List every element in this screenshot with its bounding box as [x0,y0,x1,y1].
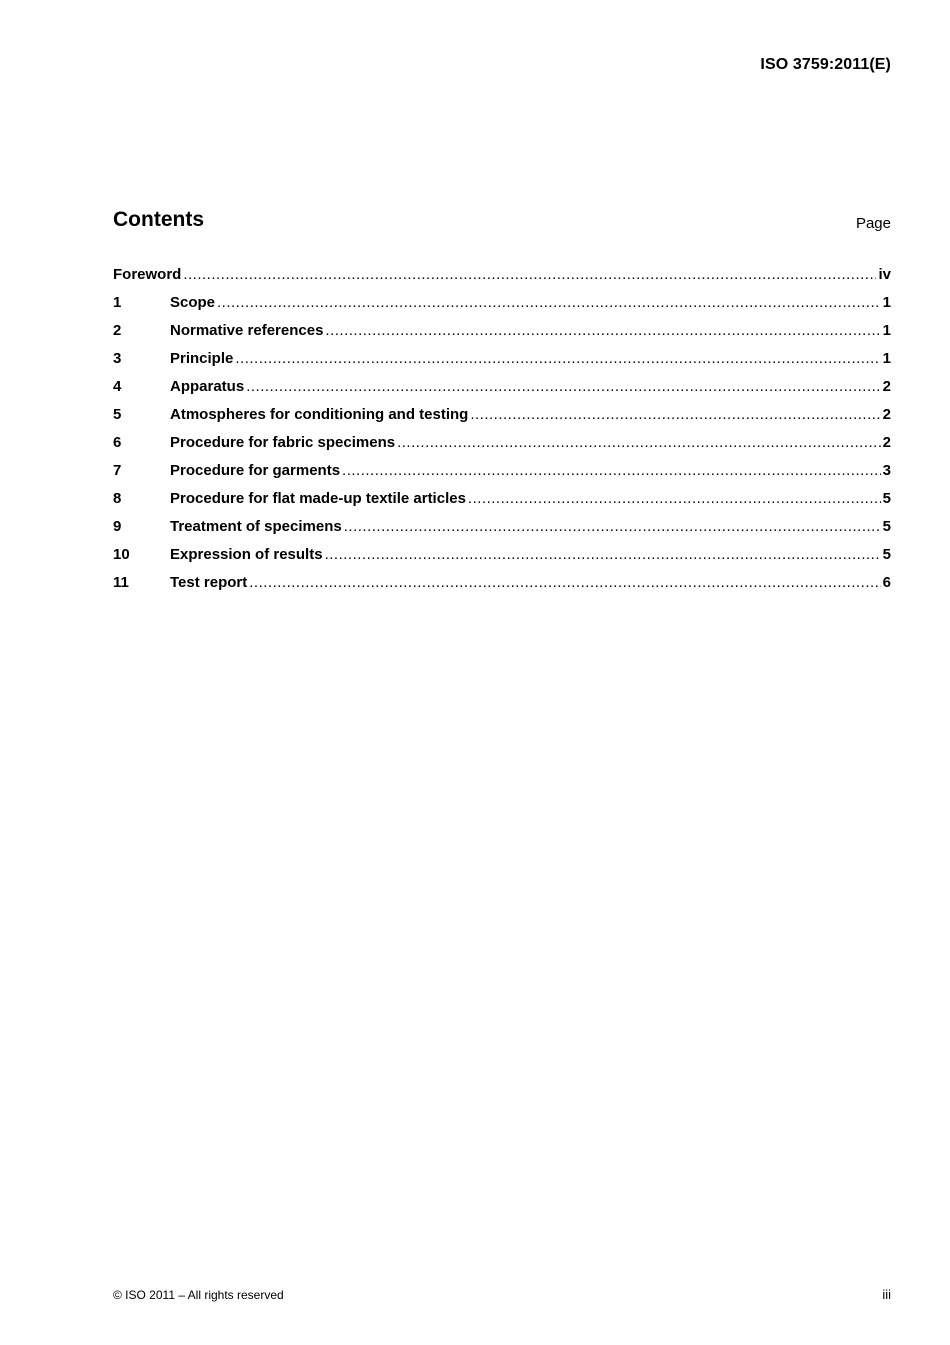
toc-entry-atmospheres[interactable] [113,406,891,434]
toc-dot-leader [183,266,876,283]
toc-dot-leader [468,490,881,507]
toc-dot-leader [325,322,880,339]
toc-entry-title: Normative references [170,322,324,339]
toc-entry-page: iv [878,266,891,283]
toc-entry-title: Atmospheres for conditioning and testing [170,406,469,423]
toc-entry-title: Apparatus [170,378,245,395]
toc-entry-foreword[interactable] [113,266,891,294]
toc-entry-title: Test report [170,574,248,591]
contents-title: Contents [113,208,204,231]
toc-entry-fabric-specimens[interactable] [113,434,891,462]
page-column-label: Page [855,215,891,232]
table-of-contents [113,266,891,602]
toc-entry-page: 2 [882,406,891,423]
toc-entry-page: 3 [882,462,891,479]
toc-dot-leader [325,546,881,563]
toc-entry-number: 10 [113,546,130,563]
toc-entry-page: 1 [882,322,891,339]
toc-entry-title: Expression of results [170,546,323,563]
toc-entry-apparatus[interactable] [113,378,891,406]
toc-dot-leader [217,294,881,311]
toc-entry-title: Procedure for garments [170,462,341,479]
toc-entry-scope[interactable] [113,294,891,322]
toc-entry-title: Procedure for fabric specimens [170,434,396,451]
toc-entry-garments[interactable] [113,462,891,490]
toc-entry-number: 1 [113,294,122,311]
toc-dot-leader [235,350,880,367]
copyright-notice: © ISO 2011 – All rights reserved [113,1288,284,1302]
toc-dot-leader [344,518,881,535]
toc-entry-page: 5 [882,490,891,507]
toc-entry-page: 6 [882,574,891,591]
toc-dot-leader [470,406,880,423]
toc-entry-page: 5 [882,546,891,563]
toc-entry-title: Principle [170,350,234,367]
toc-entry-number: 3 [113,350,122,367]
toc-entry-treatment[interactable] [113,518,891,546]
toc-entry-title: Treatment of specimens [170,518,342,535]
toc-entry-number: 9 [113,518,122,535]
toc-entry-number: 6 [113,434,122,451]
toc-entry-flat-made-up-articles[interactable] [113,490,891,518]
toc-entry-title: Foreword [113,266,182,283]
toc-dot-leader [246,378,880,395]
toc-entry-page: 2 [882,434,891,451]
toc-entry-number: 2 [113,322,122,339]
toc-entry-number: 7 [113,462,122,479]
toc-entry-number: 11 [113,574,129,591]
toc-entry-number: 8 [113,490,122,507]
toc-entry-number: 5 [113,406,122,423]
page-number: iii [882,1287,891,1302]
contents-header [113,208,891,238]
toc-entry-title: Scope [170,294,216,311]
toc-entry-title: Procedure for flat made-up textile articles [170,490,466,507]
toc-dot-leader [342,462,881,479]
toc-entry-test-report[interactable] [113,574,891,602]
toc-dot-leader [249,574,880,591]
toc-dot-leader [397,434,881,451]
toc-entry-expression-of-results[interactable] [113,546,891,574]
toc-entry-page: 5 [882,518,891,535]
document-id: ISO 3759:2011(E) [760,56,891,73]
toc-entry-number: 4 [113,378,122,395]
toc-entry-principle[interactable] [113,350,891,378]
toc-entry-normative-references[interactable] [113,322,891,350]
toc-entry-page: 1 [882,294,891,311]
toc-entry-page: 1 [882,350,891,367]
toc-entry-page: 2 [882,378,891,395]
